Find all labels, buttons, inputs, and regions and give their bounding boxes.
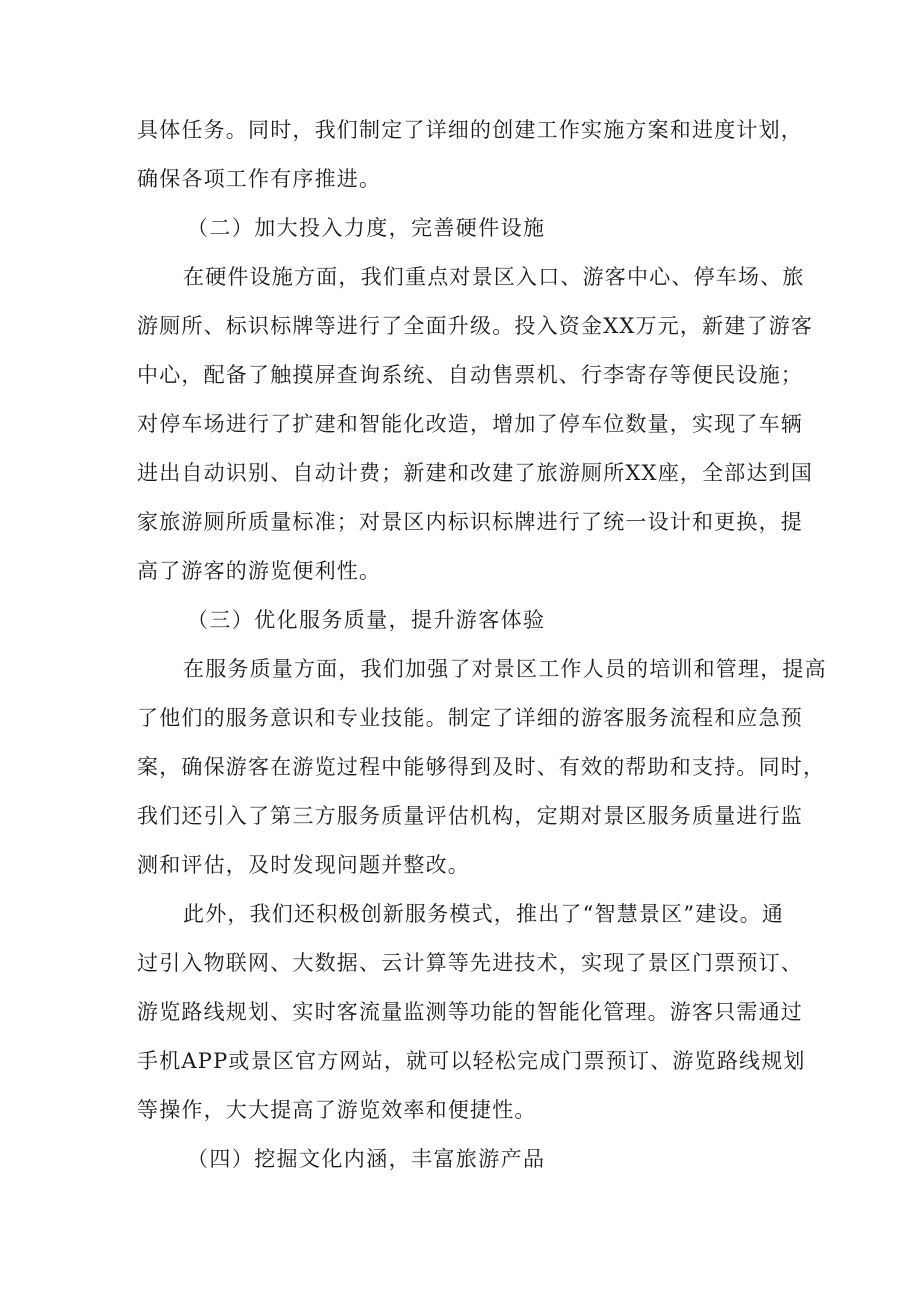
paragraph-first-line: 此外，我们还积极创新服务模式，推出了“智慧景区”建设。通 [183,902,785,926]
text-line: 过引入物联网、大数据、云计算等先进技术，实现了景区门票预订、 [137,951,803,975]
text-line: 了他们的服务意识和专业技能。制定了详细的游客服务流程和应急预 [137,706,803,730]
text-line: 案，确保游客在游览过程中能够得到及时、有效的帮助和支持。同时， [137,755,826,779]
text-line: 游厕所、标识标牌等进行了全面升级。投入资金XX万元，新建了游客 [137,314,814,338]
text-line: 具体任务。同时，我们制定了详细的创建工作实施方案和进度计划， [137,118,803,142]
text-line: 高了游客的游览便利性。 [137,559,382,583]
section-heading-2: （二）加大投入力度，完善硬件设施 [187,216,546,240]
text-line: 等操作，大大提高了游览效率和便捷性。 [137,1098,537,1122]
text-line: 确保各项工作有序推进。 [137,167,382,191]
text-line: 进出自动识别、自动计费；新建和改建了旅游厕所XX座，全部达到国 [137,461,814,485]
text-line: 家旅游厕所质量标准；对景区内标识标牌进行了统一设计和更换，提 [137,510,803,534]
text-line: 手机APP或景区官方网站，就可以轻松完成门票预订、游览路线规划 [137,1049,806,1073]
text-line: 我们还引入了第三方服务质量评估机构，定期对景区服务质量进行监 [137,804,803,828]
paragraph-first-line: 在硬件设施方面，我们重点对景区入口、游客中心、停车场、旅 [183,265,805,289]
section-heading-4: （四）挖掘文化内涵，丰富旅游产品 [187,1147,546,1171]
paragraph-first-line: 在服务质量方面，我们加强了对景区工作人员的培训和管理，提高 [183,657,827,681]
text-line: 中心，配备了触摸屏查询系统、自动售票机、行李寄存等便民设施； [137,363,803,387]
text-line: 对停车场进行了扩建和智能化改造，增加了停车位数量，实现了车辆 [137,412,803,436]
text-line: 测和评估，及时发现问题并整改。 [137,853,470,877]
text-line: 游览路线规划、实时客流量监测等功能的智能化管理。游客只需通过 [137,1000,803,1024]
section-heading-3: （三）优化服务质量，提升游客体验 [187,608,546,632]
